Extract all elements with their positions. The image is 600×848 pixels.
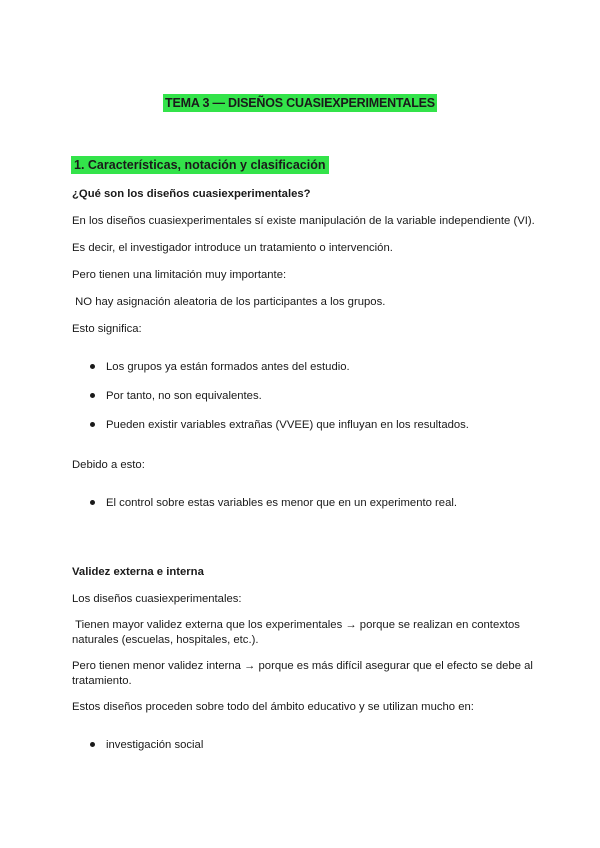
list-item [90, 360, 350, 375]
section-heading-1 [71, 156, 329, 174]
document-title-text: TEMA 3 — DISEÑOS CUASIEXPERIMENTALES [165, 96, 435, 110]
bullet-icon [90, 393, 95, 398]
paragraph: En los diseños cuasiexperimentales sí existe manipulación de la variable independiente (VI). [72, 215, 535, 227]
document-title [0, 94, 600, 112]
paragraph: Estos diseños proceden sobre todo del ámbito educativo y se utilizan mucho en: [72, 701, 474, 713]
list-item [90, 418, 469, 433]
list-item-text: Los grupos ya están formados antes del estudio. [106, 361, 350, 373]
paragraph: Los diseños cuasiexperimentales: [72, 593, 242, 605]
paragraph: Debido a esto: [72, 459, 145, 471]
list-item-text: Por tanto, no son equivalentes. [106, 390, 262, 402]
paragraph: Pero tienen menor validez interna → porque es más difícil asegurar que el efecto se debe al tratamiento. [72, 660, 533, 687]
paragraph: Esto significa: [72, 323, 142, 335]
list-item-text: Pueden existir variables extrañas (VVEE) que influyan en los resultados. [106, 419, 469, 431]
bullet-icon [90, 422, 95, 427]
bullet-icon [90, 742, 95, 747]
section-heading-2: Validez externa e interna [72, 566, 204, 578]
list-item [90, 389, 262, 404]
list-item-text: El control sobre estas variables es menor que en un experimento real. [106, 497, 458, 509]
paragraph: Pero tienen una limitación muy importante: [72, 269, 287, 281]
paragraph: Tienen mayor validez externa que los experimentales → porque se realizan en contextos naturales (escuelas, hospitales, etc.). [72, 619, 524, 646]
list-item [90, 496, 457, 511]
paragraph: Es decir, el investigador introduce un tratamiento o intervención. [72, 242, 393, 254]
list-item [90, 738, 203, 753]
bullet-icon [90, 500, 95, 505]
list-item-text: investigación social [106, 739, 204, 751]
paragraph: NO hay asignación aleatoria de los participantes a los grupos. [72, 296, 386, 308]
bullet-icon [90, 364, 95, 369]
section-heading-1-text: 1. Características, notación y clasificación [71, 156, 329, 174]
question-heading: ¿Qué son los diseños cuasiexperimentales? [72, 188, 311, 200]
